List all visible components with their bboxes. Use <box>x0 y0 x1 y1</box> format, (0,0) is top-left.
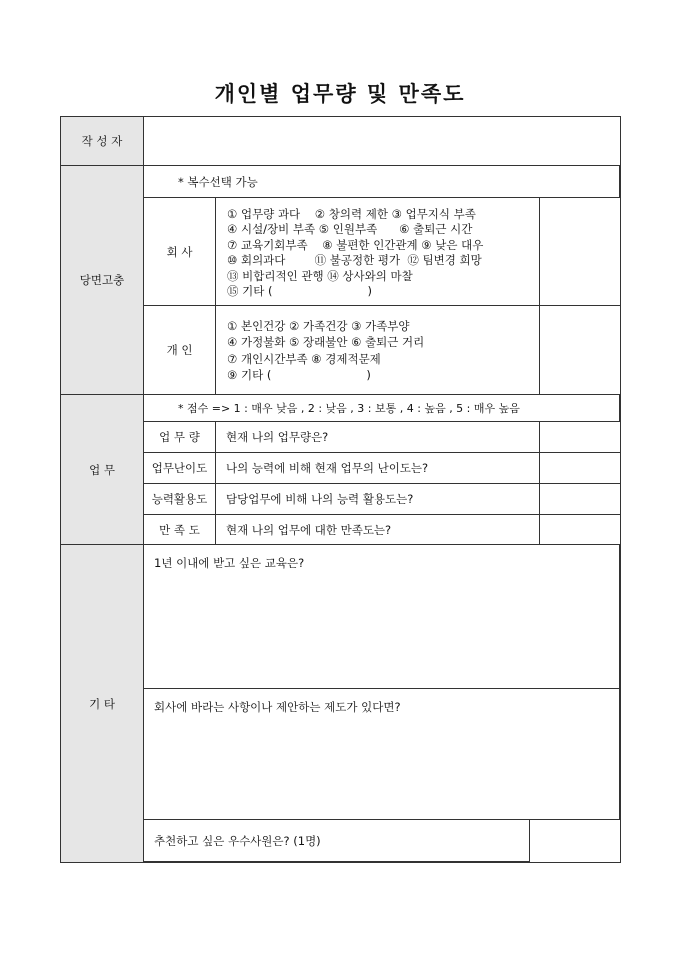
work-label: 업 무 <box>60 394 144 545</box>
recommend-answer[interactable] <box>529 819 621 863</box>
company-option: ⑩ 회의과다 ⑪ 불공정한 평가 ⑫ 팀변경 희망 <box>227 253 482 268</box>
difficulties-label: 당면고충 <box>60 165 144 395</box>
personal-answer[interactable] <box>539 305 621 395</box>
personal-option: ④ 가정불화 ⑤ 장래불안 ⑥ 출퇴근 거리 <box>227 335 425 350</box>
work-score-input[interactable] <box>539 421 621 453</box>
author-label: 작 성 자 <box>60 116 144 166</box>
company-answer[interactable] <box>539 197 621 306</box>
personal-option: ⑦ 개인시간부족 ⑧ 경제적문제 <box>227 351 381 366</box>
personal-option: ⑨ 기타 ( ) <box>227 368 371 383</box>
company-option: ⑮ 기타 ( ) <box>227 284 373 299</box>
work-row-question: 나의 능력에 비해 현재 업무의 난이도는? <box>215 452 540 484</box>
work-row-label: 만 족 도 <box>143 514 216 545</box>
work-score-input[interactable] <box>539 452 621 484</box>
education-question[interactable]: 1년 이내에 받고 싶은 교육은? <box>143 544 621 689</box>
company-options <box>215 197 540 306</box>
difficulties-note: * 복수선택 가능 <box>143 165 621 198</box>
work-score-input[interactable] <box>539 514 621 545</box>
work-row-question: 담당업무에 비해 나의 능력 활용도는? <box>215 483 540 515</box>
personal-label: 개 인 <box>143 305 216 395</box>
work-row-question: 현재 나의 업무량은? <box>215 421 540 453</box>
other-label: 기 타 <box>60 544 144 863</box>
work-row-label: 능력활용도 <box>143 483 216 515</box>
company-option: ④ 시설/장비 부족 ⑤ 인원부족 ⑥ 출퇴근 시간 <box>227 222 473 237</box>
page-title: 개인별 업무량 및 만족도 <box>214 81 466 106</box>
company-option: ① 업무량 과다 ② 창의력 제한 ③ 업무지식 부족 <box>227 207 476 221</box>
company-option: ⑬ 비합리적인 관행 ⑭ 상사와의 마찰 <box>227 268 413 283</box>
recommend-question: 추천하고 싶은 우수사원은? (1명) <box>143 819 530 863</box>
author-input[interactable] <box>143 116 621 166</box>
personal-options <box>215 305 540 395</box>
work-score-input[interactable] <box>539 483 621 515</box>
survey-form <box>60 116 620 862</box>
personal-option: ① 본인건강 ② 가족건강 ③ 가족부양 <box>227 319 410 333</box>
work-row-question: 현재 나의 업무에 대한 만족도는? <box>215 514 540 545</box>
company-label: 회 사 <box>143 197 216 306</box>
work-scale: * 점수 => 1 : 매우 낮음 , 2 : 낮음 , 3 : 보통 , 4 : 높음 , 5 : 매우 높음 <box>143 394 621 422</box>
suggestion-question[interactable]: 회사에 바라는 사항이나 제안하는 제도가 있다면? <box>143 688 621 820</box>
work-row-label: 업무난이도 <box>143 452 216 484</box>
work-row-label: 업 무 량 <box>143 421 216 453</box>
company-option: ⑦ 교육기회부족 ⑧ 불편한 인간관계 ⑨ 낮은 대우 <box>227 237 484 252</box>
